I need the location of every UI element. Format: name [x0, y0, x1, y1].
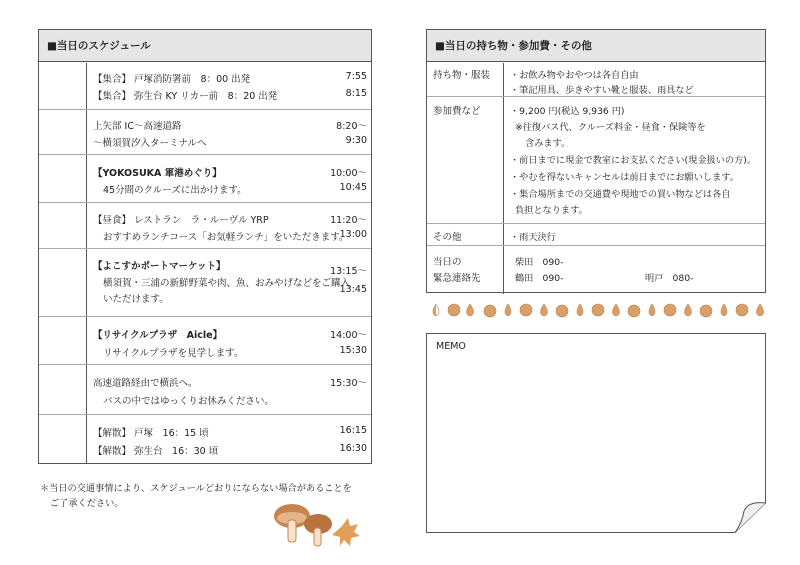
fee-text: ・集合場所までの交通費や現地での買い物などは各自 [510, 189, 731, 200]
fee-text: ※往復バス代、クルーズ料金・昼食・保険等を [515, 122, 706, 133]
note-line: ご了承ください。 [50, 498, 124, 509]
schedule-time: 11:20～ [330, 215, 367, 226]
contact-entry: 鶴田 090- [515, 273, 564, 284]
mushroom-icon [274, 504, 332, 546]
mushroom-illustration [270, 496, 360, 556]
schedule-time: 7:55 [345, 71, 367, 82]
fee-text: ・9,200 円(税込 9,936 円) [510, 106, 625, 117]
chestnut-icon [520, 304, 532, 316]
schedule-time: 9:30 [345, 135, 367, 146]
schedule-text: バスの中ではゆっくりお休みください。 [103, 396, 274, 407]
schedule-panel [38, 29, 372, 464]
belongings-text: ・筆記用具、歩きやすい靴と服装、雨具など [510, 85, 694, 96]
chestnut-icon [664, 304, 676, 316]
chestnut-icon [467, 304, 474, 316]
chestnut-icon [736, 304, 748, 316]
schedule-time: 10:00～ [330, 168, 367, 179]
schedule-text: 横須賀・三浦の新鮮野菜や肉、魚、おみやげなどをご購入 [103, 278, 351, 289]
schedule-time: 10:45 [339, 182, 367, 193]
chestnut-icon [556, 305, 568, 317]
chestnut-border [430, 300, 770, 320]
chestnut-icon [433, 304, 439, 316]
schedule-time: 13:00 [339, 229, 367, 240]
schedule-time: 15:30～ [330, 378, 367, 389]
chestnut-icon [541, 304, 548, 316]
schedule-row [39, 365, 371, 415]
chestnut-icon [757, 304, 764, 316]
schedule-text: おすすめランチコース「お気軽ランチ」をいただきます。 [103, 232, 349, 243]
chestnut-icon [685, 304, 692, 316]
schedule-row [39, 203, 371, 249]
chestnut-icon [505, 304, 511, 316]
schedule-text: ～横須賀汐入ターミナルへ [93, 138, 207, 149]
schedule-text: 【集合】 弥生台 KY リカー前 8：20 出発 [93, 91, 278, 102]
memo-label: MEMO [436, 341, 466, 352]
chestnut-icon [448, 304, 460, 316]
schedule-time: 16:15 [339, 425, 367, 436]
memo-box [426, 333, 766, 533]
other-label: その他 [433, 232, 462, 243]
schedule-time: 8:15 [345, 88, 367, 99]
schedule-time: 15:30 [339, 345, 367, 356]
schedule-row [39, 63, 371, 110]
schedule-text: 上矢部 IC～高速道路 [93, 121, 182, 132]
contact-label: 緊急連絡先 [433, 273, 481, 284]
belongings-row [427, 63, 765, 97]
schedule-text: 【YOKOSUKA 軍港めぐり】 [93, 168, 222, 179]
chestnut-icon [649, 304, 655, 316]
schedule-text: 【リサイクルプラザ Aicle】 [93, 330, 223, 341]
schedule-time: 13:15～ [330, 266, 367, 277]
schedule-row [39, 110, 371, 155]
schedule-row [39, 155, 371, 203]
contact-row [427, 246, 765, 294]
belongings-label: 持ち物・服装 [433, 70, 491, 81]
chestnut-icon [721, 304, 727, 316]
schedule-text: 【集合】 戸塚消防署前 8：00 出発 [93, 74, 251, 85]
other-text: ・雨天決行 [510, 232, 556, 243]
chestnut-icon [577, 304, 583, 316]
schedule-text: 【よこすかポートマーケット】 [93, 261, 226, 272]
chestnut-icon [484, 305, 496, 317]
chestnut-icon [700, 305, 712, 317]
schedule-text: いただけます。 [103, 294, 169, 305]
chestnut-icon [613, 304, 620, 316]
fee-text: ・やむを得ないキャンセルは前日までにお願いします。 [510, 172, 739, 183]
schedule-row [39, 249, 371, 317]
schedule-text: 【昼食】 レストラン ラ・ルーヴル YRP [93, 215, 269, 226]
chestnut-icon [628, 305, 640, 317]
schedule-time: 16:30 [339, 443, 367, 454]
contact-entry: 明戸 080- [645, 273, 694, 284]
items-title: ■当日の持ち物・参加費・その他 [427, 30, 765, 62]
schedule-text: リサイクルプラザを見学します。 [103, 348, 244, 359]
chestnut-icon [592, 304, 604, 316]
fee-row [427, 97, 765, 224]
schedule-title: ■当日のスケジュール [39, 30, 371, 62]
leaf-icon [332, 518, 360, 546]
schedule-text: 【解散】 弥生台 16：30 頃 [93, 446, 219, 457]
schedule-row [39, 317, 371, 365]
belongings-text: ・お飲み物やおやつは各自自由 [510, 70, 639, 81]
schedule-text: 【解散】 戸塚 16：15 頃 [93, 428, 209, 439]
fee-text: ・前日までに現金で教室にお支払ください(現金扱いの方)。 [510, 155, 757, 166]
schedule-time: 14:00～ [330, 330, 367, 341]
other-row [427, 224, 765, 246]
contact-label: 当日の [433, 257, 462, 268]
fee-label: 参加費など [433, 106, 481, 117]
fee-text: 含みます。 [525, 138, 571, 149]
items-panel [426, 29, 766, 293]
note-line: ＊当日の交通事情により、スケジュールどおりにならない場合があることを [40, 483, 352, 494]
contact-entry: 柴田 090- [515, 257, 564, 268]
schedule-time: 8:20～ [336, 121, 367, 132]
fee-text: 負担となります。 [515, 205, 588, 216]
schedule-row [39, 415, 371, 464]
schedule-time: 13:45 [339, 284, 367, 295]
schedule-text: 高速道路経由で横浜へ。 [93, 378, 198, 389]
schedule-text: 45分間のクルーズに出かけます。 [103, 185, 247, 196]
